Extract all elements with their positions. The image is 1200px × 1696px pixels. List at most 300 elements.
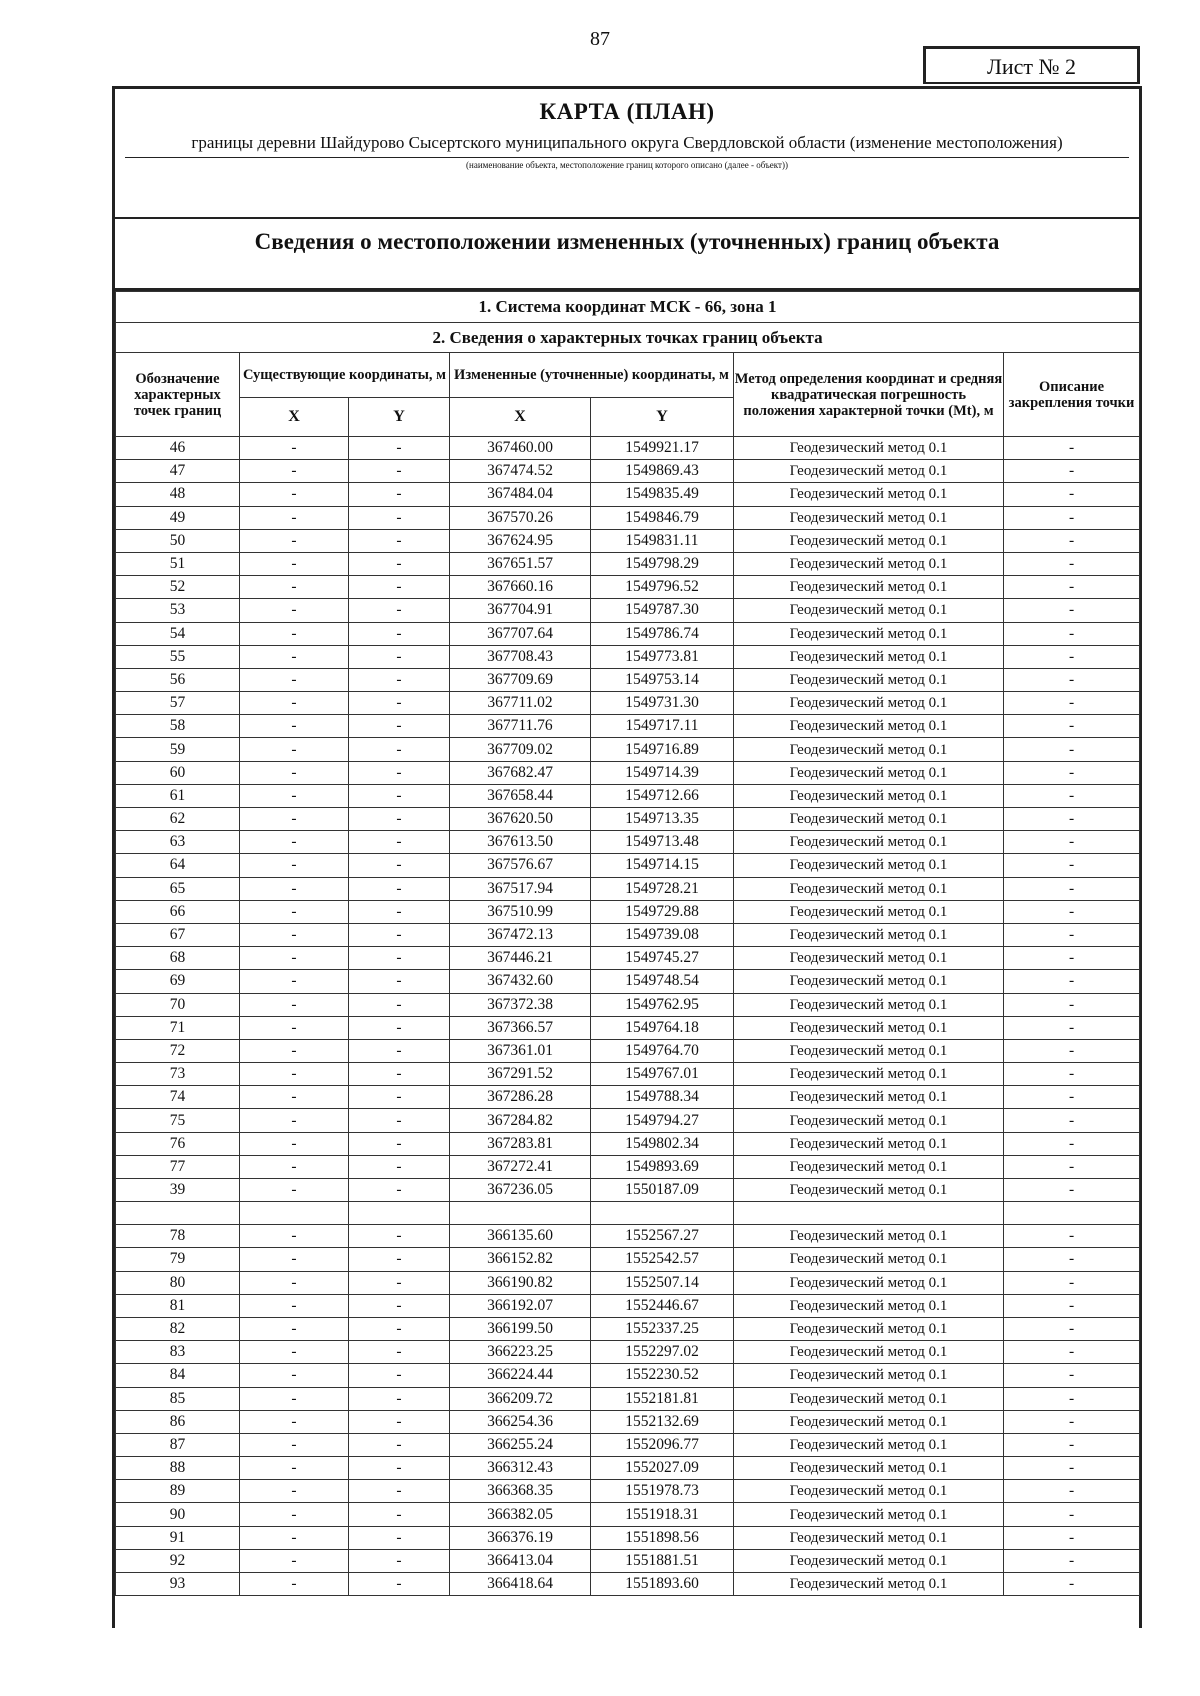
cell-changed-y: 1549788.34 <box>591 1086 734 1109</box>
cell-method: Геодезический метод 0.1 <box>734 460 1004 483</box>
cell-point-id: 54 <box>116 622 240 645</box>
table-row <box>116 1387 1140 1410</box>
cell-method: Геодезический метод 0.1 <box>734 668 1004 691</box>
cell-existing-x: - <box>240 1039 349 1062</box>
cell-point-id: 67 <box>116 923 240 946</box>
cell-existing-y: - <box>349 1248 450 1271</box>
cell-changed-y: 1549764.70 <box>591 1039 734 1062</box>
table-row <box>116 1364 1140 1387</box>
cell-existing-x: - <box>240 1480 349 1503</box>
cell-fixing-description: - <box>1004 1109 1140 1132</box>
cell-method: Геодезический метод 0.1 <box>734 1433 1004 1456</box>
cell-changed-y: 1549869.43 <box>591 460 734 483</box>
table-row <box>116 552 1140 575</box>
cell-changed-y: 1549748.54 <box>591 970 734 993</box>
cell-method: Геодезический метод 0.1 <box>734 1480 1004 1503</box>
cell-method: Геодезический метод 0.1 <box>734 854 1004 877</box>
cell-existing-x: - <box>240 993 349 1016</box>
cell-changed-x: 367704.91 <box>450 599 591 622</box>
cell-fixing-description: - <box>1004 1364 1140 1387</box>
table-row <box>116 923 1140 946</box>
cell-method: Геодезический метод 0.1 <box>734 923 1004 946</box>
cell-method: Геодезический метод 0.1 <box>734 1063 1004 1086</box>
cell-existing-x: - <box>240 1294 349 1317</box>
cell-fixing-description: - <box>1004 483 1140 506</box>
cell-fixing-description: - <box>1004 923 1140 946</box>
cell-changed-y: 1551918.31 <box>591 1503 734 1526</box>
cell-existing-y: - <box>349 854 450 877</box>
cell-changed-y: 1552027.09 <box>591 1457 734 1480</box>
table-row <box>116 1480 1140 1503</box>
table-row <box>116 1179 1140 1202</box>
cell-fixing-description: - <box>1004 1341 1140 1364</box>
cell-changed-x: 367709.02 <box>450 738 591 761</box>
cell-changed-x: 367291.52 <box>450 1063 591 1086</box>
cell-method: Геодезический метод 0.1 <box>734 645 1004 668</box>
cell-changed-y: 1549835.49 <box>591 483 734 506</box>
cell-existing-y: - <box>349 483 450 506</box>
cell-existing-x: - <box>240 1317 349 1340</box>
cell-method: Геодезический метод 0.1 <box>734 970 1004 993</box>
cell-existing-y: - <box>349 622 450 645</box>
cell-method: Геодезический метод 0.1 <box>734 1132 1004 1155</box>
cell-changed-x: 367651.57 <box>450 552 591 575</box>
table-row <box>116 1573 1140 1596</box>
cell-changed-y: 1549716.89 <box>591 738 734 761</box>
empty-cell <box>1004 1202 1140 1225</box>
table-row <box>116 1086 1140 1109</box>
cell-changed-x: 367709.69 <box>450 668 591 691</box>
cell-changed-x: 367660.16 <box>450 576 591 599</box>
cell-fixing-description: - <box>1004 831 1140 854</box>
cell-changed-x: 367474.52 <box>450 460 591 483</box>
cell-fixing-description: - <box>1004 1433 1140 1456</box>
cell-changed-y: 1549846.79 <box>591 506 734 529</box>
cell-changed-y: 1552507.14 <box>591 1271 734 1294</box>
cell-point-id: 62 <box>116 808 240 831</box>
cell-existing-y: - <box>349 1179 450 1202</box>
cell-changed-y: 1549794.27 <box>591 1109 734 1132</box>
cell-changed-x: 367460.00 <box>450 437 591 460</box>
cell-existing-y: - <box>349 761 450 784</box>
cell-existing-x: - <box>240 1341 349 1364</box>
cell-changed-x: 366312.43 <box>450 1457 591 1480</box>
cell-fixing-description: - <box>1004 1526 1140 1549</box>
cell-point-id: 71 <box>116 1016 240 1039</box>
cell-existing-x: - <box>240 970 349 993</box>
cell-existing-y: - <box>349 1341 450 1364</box>
cell-changed-x: 367576.67 <box>450 854 591 877</box>
cell-fixing-description: - <box>1004 552 1140 575</box>
coord-system: 1. Система координат МСК - 66, зона 1 <box>116 292 1140 323</box>
cell-changed-y: 1552181.81 <box>591 1387 734 1410</box>
table-row <box>116 1526 1140 1549</box>
cell-point-id: 83 <box>116 1341 240 1364</box>
cell-fixing-description: - <box>1004 1248 1140 1271</box>
cell-changed-y: 1552337.25 <box>591 1317 734 1340</box>
cell-fixing-description: - <box>1004 599 1140 622</box>
cell-changed-y: 1552230.52 <box>591 1364 734 1387</box>
cell-method: Геодезический метод 0.1 <box>734 1294 1004 1317</box>
cell-method: Геодезический метод 0.1 <box>734 552 1004 575</box>
cell-point-id: 76 <box>116 1132 240 1155</box>
cell-changed-x: 367432.60 <box>450 970 591 993</box>
cell-changed-y: 1549796.52 <box>591 576 734 599</box>
cell-existing-y: - <box>349 1155 450 1178</box>
cell-existing-x: - <box>240 761 349 784</box>
cell-method: Геодезический метод 0.1 <box>734 1410 1004 1433</box>
cell-changed-y: 1549798.29 <box>591 552 734 575</box>
cell-method: Геодезический метод 0.1 <box>734 1317 1004 1340</box>
cell-changed-x: 367484.04 <box>450 483 591 506</box>
cell-changed-x: 367284.82 <box>450 1109 591 1132</box>
points-table <box>115 291 1140 1596</box>
cell-point-id: 55 <box>116 645 240 668</box>
cell-point-id: 90 <box>116 1503 240 1526</box>
table-row <box>116 1410 1140 1433</box>
cell-changed-x: 367283.81 <box>450 1132 591 1155</box>
cell-changed-x: 366418.64 <box>450 1573 591 1596</box>
cell-point-id: 57 <box>116 692 240 715</box>
cell-method: Геодезический метод 0.1 <box>734 947 1004 970</box>
table-row <box>116 1016 1140 1039</box>
cell-changed-x: 366254.36 <box>450 1410 591 1433</box>
cell-method: Геодезический метод 0.1 <box>734 761 1004 784</box>
cell-existing-y: - <box>349 784 450 807</box>
cell-changed-y: 1549831.11 <box>591 529 734 552</box>
cell-fixing-description: - <box>1004 715 1140 738</box>
cell-point-id: 73 <box>116 1063 240 1086</box>
cell-fixing-description: - <box>1004 692 1140 715</box>
cell-point-id: 92 <box>116 1549 240 1572</box>
table-row <box>116 1433 1140 1456</box>
cell-existing-y: - <box>349 668 450 691</box>
cell-existing-y: - <box>349 1086 450 1109</box>
cell-existing-y: - <box>349 1433 450 1456</box>
table-row <box>116 1225 1140 1248</box>
cell-point-id: 64 <box>116 854 240 877</box>
cell-point-id: 63 <box>116 831 240 854</box>
cell-point-id: 48 <box>116 483 240 506</box>
cell-existing-x: - <box>240 483 349 506</box>
coord-system-row <box>116 292 1140 323</box>
cell-existing-y: - <box>349 460 450 483</box>
cell-method: Геодезический метод 0.1 <box>734 1503 1004 1526</box>
cell-point-id: 93 <box>116 1573 240 1596</box>
cell-existing-y: - <box>349 900 450 923</box>
cell-point-id: 88 <box>116 1457 240 1480</box>
cell-existing-y: - <box>349 1549 450 1572</box>
cell-existing-x: - <box>240 1271 349 1294</box>
cell-fixing-description: - <box>1004 1132 1140 1155</box>
cell-existing-y: - <box>349 715 450 738</box>
cell-method: Геодезический метод 0.1 <box>734 529 1004 552</box>
cell-changed-x: 366376.19 <box>450 1526 591 1549</box>
cell-fixing-description: - <box>1004 576 1140 599</box>
cell-method: Геодезический метод 0.1 <box>734 1086 1004 1109</box>
cell-existing-x: - <box>240 1410 349 1433</box>
cell-existing-y: - <box>349 1109 450 1132</box>
cell-fixing-description: - <box>1004 1503 1140 1526</box>
table-row <box>116 993 1140 1016</box>
cell-point-id: 59 <box>116 738 240 761</box>
cell-existing-x: - <box>240 576 349 599</box>
cell-changed-y: 1549729.88 <box>591 900 734 923</box>
table-row <box>116 831 1140 854</box>
cell-method: Геодезический метод 0.1 <box>734 1109 1004 1132</box>
cell-existing-x: - <box>240 947 349 970</box>
document-header <box>115 89 1139 219</box>
table-row <box>116 1248 1140 1271</box>
cell-fixing-description: - <box>1004 1457 1140 1480</box>
cell-changed-x: 367510.99 <box>450 900 591 923</box>
cell-existing-x: - <box>240 1503 349 1526</box>
cell-fixing-description: - <box>1004 900 1140 923</box>
cell-fixing-description: - <box>1004 761 1140 784</box>
cell-changed-x: 366224.44 <box>450 1364 591 1387</box>
cell-existing-x: - <box>240 900 349 923</box>
table-row <box>116 1039 1140 1062</box>
cell-existing-x: - <box>240 923 349 946</box>
cell-changed-y: 1549731.30 <box>591 692 734 715</box>
empty-cell <box>349 1202 450 1225</box>
cell-changed-x: 367708.43 <box>450 645 591 668</box>
cell-changed-y: 1549713.35 <box>591 808 734 831</box>
cell-existing-x: - <box>240 1248 349 1271</box>
cell-existing-y: - <box>349 1457 450 1480</box>
table-row <box>116 1341 1140 1364</box>
cell-changed-y: 1552096.77 <box>591 1433 734 1456</box>
table-row <box>116 483 1140 506</box>
cell-method: Геодезический метод 0.1 <box>734 1526 1004 1549</box>
cell-existing-x: - <box>240 1132 349 1155</box>
col-changed-x: X <box>450 398 591 437</box>
cell-point-id: 87 <box>116 1433 240 1456</box>
cell-point-id: 79 <box>116 1248 240 1271</box>
table-row <box>116 1109 1140 1132</box>
cell-point-id: 81 <box>116 1294 240 1317</box>
cell-changed-x: 367272.41 <box>450 1155 591 1178</box>
cell-existing-x: - <box>240 529 349 552</box>
cell-point-id: 85 <box>116 1387 240 1410</box>
empty-cell <box>116 1202 240 1225</box>
table-row <box>116 877 1140 900</box>
cell-existing-x: - <box>240 784 349 807</box>
cell-changed-y: 1552132.69 <box>591 1410 734 1433</box>
col-existing-x: X <box>240 398 349 437</box>
cell-method: Геодезический метод 0.1 <box>734 1364 1004 1387</box>
table-row <box>116 1271 1140 1294</box>
section-heading: Сведения о местоположении измененных (уточненных) границ объекта <box>115 219 1139 291</box>
cell-changed-y: 1552446.67 <box>591 1294 734 1317</box>
cell-existing-x: - <box>240 1086 349 1109</box>
table-row <box>116 1063 1140 1086</box>
cell-method: Геодезический метод 0.1 <box>734 993 1004 1016</box>
cell-point-id: 46 <box>116 437 240 460</box>
cell-changed-y: 1549764.18 <box>591 1016 734 1039</box>
cell-point-id: 89 <box>116 1480 240 1503</box>
cell-point-id: 58 <box>116 715 240 738</box>
cell-fixing-description: - <box>1004 668 1140 691</box>
cell-existing-x: - <box>240 1155 349 1178</box>
cell-fixing-description: - <box>1004 1086 1140 1109</box>
table-row <box>116 1294 1140 1317</box>
empty-cell <box>591 1202 734 1225</box>
cell-changed-x: 366255.24 <box>450 1433 591 1456</box>
cell-method: Геодезический метод 0.1 <box>734 1248 1004 1271</box>
cell-changed-x: 366209.72 <box>450 1387 591 1410</box>
table-row <box>116 529 1140 552</box>
cell-changed-y: 1549773.81 <box>591 645 734 668</box>
cell-fixing-description: - <box>1004 529 1140 552</box>
cell-method: Геодезический метод 0.1 <box>734 877 1004 900</box>
cell-existing-y: - <box>349 1271 450 1294</box>
table-row <box>116 1132 1140 1155</box>
cell-fixing-description: - <box>1004 437 1140 460</box>
table-row <box>116 808 1140 831</box>
table-row <box>116 460 1140 483</box>
cell-method: Геодезический метод 0.1 <box>734 1387 1004 1410</box>
cell-point-id: 69 <box>116 970 240 993</box>
cell-changed-x: 366382.05 <box>450 1503 591 1526</box>
points-heading-row <box>116 323 1140 353</box>
cell-existing-x: - <box>240 1433 349 1456</box>
cell-existing-y: - <box>349 1039 450 1062</box>
cell-method: Геодезический метод 0.1 <box>734 1039 1004 1062</box>
cell-fixing-description: - <box>1004 1317 1140 1340</box>
cell-point-id: 75 <box>116 1109 240 1132</box>
col-method: Метод определения координат и средняя квадратическая погрешность положения характерной точки (Mt), м <box>734 353 1004 437</box>
cell-point-id: 60 <box>116 761 240 784</box>
separator-row <box>116 1202 1140 1225</box>
cell-existing-x: - <box>240 1225 349 1248</box>
cell-point-id: 84 <box>116 1364 240 1387</box>
cell-existing-y: - <box>349 831 450 854</box>
cell-existing-y: - <box>349 1364 450 1387</box>
table-row <box>116 1317 1140 1340</box>
cell-existing-y: - <box>349 923 450 946</box>
cell-existing-y: - <box>349 738 450 761</box>
cell-existing-x: - <box>240 1457 349 1480</box>
cell-point-id: 91 <box>116 1526 240 1549</box>
cell-existing-x: - <box>240 831 349 854</box>
cell-point-id: 68 <box>116 947 240 970</box>
table-row <box>116 645 1140 668</box>
cell-point-id: 66 <box>116 900 240 923</box>
cell-fixing-description: - <box>1004 1480 1140 1503</box>
cell-changed-y: 1549921.17 <box>591 437 734 460</box>
points-heading: 2. Сведения о характерных точках границ объекта <box>116 323 1140 353</box>
cell-existing-y: - <box>349 1480 450 1503</box>
cell-method: Геодезический метод 0.1 <box>734 1225 1004 1248</box>
table-row <box>116 1155 1140 1178</box>
table-row <box>116 1549 1140 1572</box>
cell-existing-x: - <box>240 645 349 668</box>
cell-existing-y: - <box>349 599 450 622</box>
cell-existing-x: - <box>240 1179 349 1202</box>
cell-fixing-description: - <box>1004 970 1140 993</box>
cell-changed-y: 1551881.51 <box>591 1549 734 1572</box>
cell-method: Геодезический метод 0.1 <box>734 1179 1004 1202</box>
table-row <box>116 970 1140 993</box>
cell-existing-y: - <box>349 645 450 668</box>
cell-fixing-description: - <box>1004 947 1140 970</box>
cell-method: Геодезический метод 0.1 <box>734 599 1004 622</box>
cell-point-id: 50 <box>116 529 240 552</box>
cell-changed-y: 1552567.27 <box>591 1225 734 1248</box>
sheet-label: Лист № 2 <box>923 46 1140 84</box>
cell-method: Геодезический метод 0.1 <box>734 1457 1004 1480</box>
document-subtitle: границы деревни Шайдурово Сысертского муниципального округа Свердловской области (изменение местоположения) <box>191 133 1063 152</box>
cell-point-id: 86 <box>116 1410 240 1433</box>
cell-existing-x: - <box>240 1387 349 1410</box>
cell-fixing-description: - <box>1004 645 1140 668</box>
cell-changed-y: 1549712.66 <box>591 784 734 807</box>
table-row <box>116 761 1140 784</box>
document-title: КАРТА (ПЛАН) <box>539 99 715 124</box>
cell-existing-y: - <box>349 576 450 599</box>
cell-existing-y: - <box>349 1132 450 1155</box>
cell-existing-x: - <box>240 1573 349 1596</box>
col-description: Описание закрепления точки <box>1004 353 1140 437</box>
cell-existing-x: - <box>240 808 349 831</box>
cell-fixing-description: - <box>1004 1573 1140 1596</box>
cell-method: Геодезический метод 0.1 <box>734 1573 1004 1596</box>
cell-method: Геодезический метод 0.1 <box>734 576 1004 599</box>
cell-point-id: 78 <box>116 1225 240 1248</box>
cell-point-id: 80 <box>116 1271 240 1294</box>
empty-cell <box>450 1202 591 1225</box>
col-existing-y: Y <box>349 398 450 437</box>
cell-point-id: 74 <box>116 1086 240 1109</box>
cell-point-id: 56 <box>116 668 240 691</box>
cell-fixing-description: - <box>1004 738 1140 761</box>
table-row <box>116 854 1140 877</box>
table-row <box>116 715 1140 738</box>
cell-existing-y: - <box>349 529 450 552</box>
cell-method: Геодезический метод 0.1 <box>734 506 1004 529</box>
cell-fixing-description: - <box>1004 854 1140 877</box>
cell-changed-x: 366199.50 <box>450 1317 591 1340</box>
document-frame <box>112 86 1142 1628</box>
cell-fixing-description: - <box>1004 993 1140 1016</box>
cell-existing-x: - <box>240 1016 349 1039</box>
cell-existing-y: - <box>349 1225 450 1248</box>
cell-point-id: 65 <box>116 877 240 900</box>
table-row <box>116 622 1140 645</box>
cell-existing-x: - <box>240 506 349 529</box>
cell-changed-y: 1549767.01 <box>591 1063 734 1086</box>
cell-fixing-description: - <box>1004 1063 1140 1086</box>
cell-existing-x: - <box>240 552 349 575</box>
table-row <box>116 947 1140 970</box>
cell-existing-y: - <box>349 552 450 575</box>
cell-changed-y: 1552297.02 <box>591 1341 734 1364</box>
cell-method: Геодезический метод 0.1 <box>734 483 1004 506</box>
cell-fixing-description: - <box>1004 1387 1140 1410</box>
cell-changed-x: 367711.76 <box>450 715 591 738</box>
cell-point-id: 72 <box>116 1039 240 1062</box>
cell-existing-y: - <box>349 947 450 970</box>
cell-changed-y: 1549739.08 <box>591 923 734 946</box>
cell-changed-x: 366135.60 <box>450 1225 591 1248</box>
cell-changed-x: 367361.01 <box>450 1039 591 1062</box>
cell-fixing-description: - <box>1004 1410 1140 1433</box>
cell-changed-x: 367517.94 <box>450 877 591 900</box>
cell-changed-x: 367658.44 <box>450 784 591 807</box>
cell-existing-y: - <box>349 1294 450 1317</box>
cell-fixing-description: - <box>1004 1155 1140 1178</box>
